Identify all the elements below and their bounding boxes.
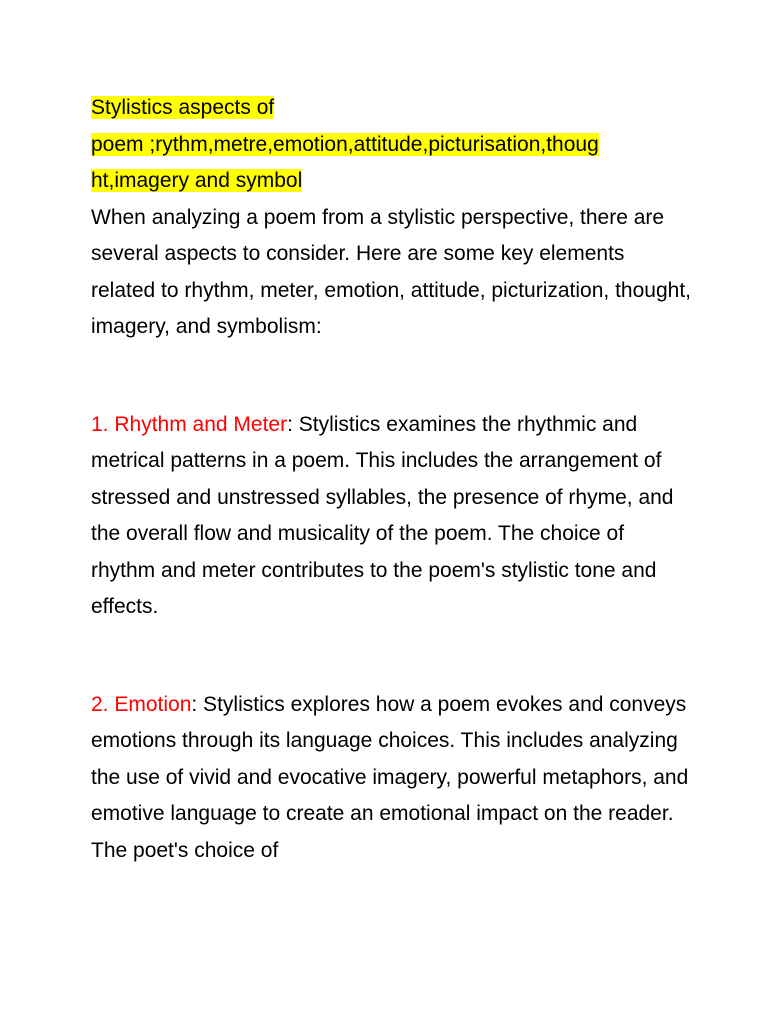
section-heading: 1. Rhythm and Meter (91, 412, 288, 436)
title-line-3: ht,imagery and symbol (91, 169, 303, 192)
title-line-1: Stylistics aspects of (91, 96, 275, 119)
document-body (91, 90, 691, 869)
section-heading: 2. Emotion (91, 692, 192, 716)
document-title (91, 90, 691, 200)
section-rhythm-meter (91, 407, 691, 626)
paragraph-spacer (91, 346, 691, 407)
intro-paragraph: When analyzing a poem from a stylistic perspective, there are several aspects to consider. Here are some key elements related to rhythm, meter, emotion, attitude, picturization, thought, imagery, and symbolism: (91, 205, 691, 338)
section-emotion (91, 687, 691, 870)
section-body: : Stylistics examines the rhythmic and metrical patterns in a poem. This includes the arrangement of stressed and unstressed syllables, the presence of rhyme, and the overall flow and musicality of the poem. The choice of rhythm and meter contributes to the poem's stylistic tone and effects. (91, 412, 674, 618)
paragraph-spacer (91, 626, 691, 687)
section-body: : Stylistics explores how a poem evokes and conveys emotions through its language choices. This includes analyzing the use of vivid and evocative imagery, powerful metaphors, and emotive language to create an emotional impact on the reader. The poet's choice of (91, 692, 689, 862)
title-line-2: poem ;rythm,metre,emotion,attitude,picturisation,thoug (91, 132, 599, 156)
